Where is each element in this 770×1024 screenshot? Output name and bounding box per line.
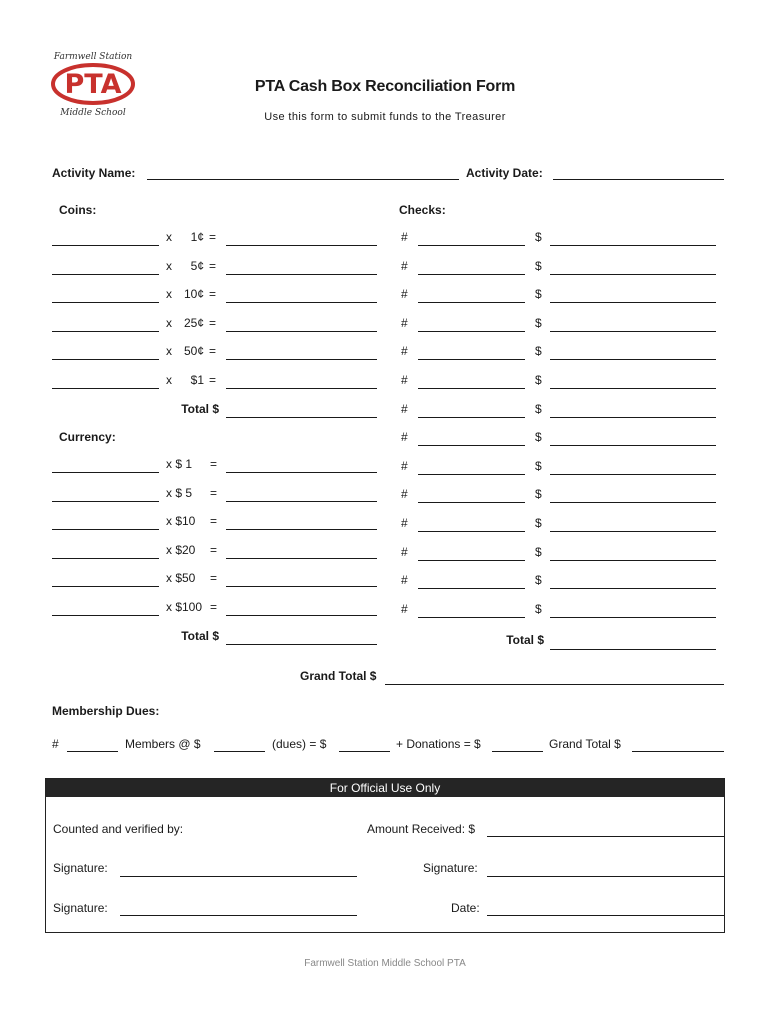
- membership-heading: Membership Dues:: [52, 704, 160, 718]
- activity-name-field[interactable]: [147, 179, 459, 180]
- check-number-field[interactable]: [418, 617, 525, 618]
- checks-total-field[interactable]: [550, 649, 716, 650]
- dues-amount-field[interactable]: [214, 751, 265, 752]
- check-amount-field[interactable]: [550, 331, 716, 332]
- check-amount-field[interactable]: [550, 388, 716, 389]
- check-dollar-sign: $: [535, 487, 542, 502]
- currency-total-label: Total $: [181, 629, 219, 643]
- currency-total-field[interactable]: [226, 644, 377, 645]
- amount-received-label: Amount Received: $: [367, 822, 476, 836]
- currency-count-field[interactable]: [52, 501, 159, 502]
- coin-amount-field[interactable]: [226, 245, 377, 246]
- members-label: Members @ $: [125, 737, 201, 751]
- coin-amount-field[interactable]: [226, 388, 377, 389]
- check-number-field[interactable]: [418, 274, 525, 275]
- coin-count-field[interactable]: [52, 388, 159, 389]
- check-amount-field[interactable]: [550, 531, 716, 532]
- signature-label-2: Signature:: [423, 861, 478, 875]
- currency-denomination: x $ 5: [166, 485, 193, 500]
- check-dollar-sign: $: [535, 258, 542, 273]
- official-date-field[interactable]: [487, 915, 724, 916]
- members-count-field[interactable]: [67, 751, 118, 752]
- check-number-field[interactable]: [418, 302, 525, 303]
- check-amount-field[interactable]: [550, 474, 716, 475]
- activity-name-label: Activity Name:: [52, 166, 136, 180]
- coin-multiply-sign: x: [166, 373, 172, 387]
- check-dollar-sign: $: [535, 287, 542, 302]
- coin-denomination: 25¢: [183, 315, 204, 330]
- check-dollar-sign: $: [535, 458, 542, 473]
- currency-denomination: x $10: [166, 514, 196, 529]
- check-number-hash: #: [401, 487, 408, 502]
- check-number-field[interactable]: [418, 417, 525, 418]
- counted-verified-label: Counted and verified by:: [53, 822, 184, 836]
- grand-total-label: Grand Total $: [300, 669, 377, 683]
- coin-equals-sign: =: [209, 230, 217, 244]
- check-number-field[interactable]: [418, 245, 525, 246]
- coin-count-field[interactable]: [52, 302, 159, 303]
- coins-total-field[interactable]: [226, 417, 377, 418]
- check-number-field[interactable]: [418, 474, 525, 475]
- check-number-hash: #: [401, 230, 408, 244]
- membership-grand-total-label: Grand Total $: [549, 737, 621, 751]
- currency-count-field[interactable]: [52, 472, 159, 473]
- currency-denomination: x $100: [166, 600, 203, 614]
- check-number-hash: #: [401, 544, 408, 559]
- check-amount-field[interactable]: [550, 245, 716, 246]
- coin-amount-field[interactable]: [226, 331, 377, 332]
- check-number-field[interactable]: [418, 560, 525, 561]
- coin-equals-sign: =: [209, 344, 217, 359]
- coin-multiply-sign: x: [166, 287, 172, 302]
- signature-field-1[interactable]: [120, 876, 357, 877]
- coin-denomination: 1¢: [190, 230, 204, 244]
- coin-amount-field[interactable]: [226, 359, 377, 360]
- coin-denomination: 5¢: [190, 258, 204, 273]
- signature-label-3: Signature:: [53, 901, 108, 915]
- checks-total-label: Total $: [506, 633, 544, 647]
- currency-equals-sign: =: [210, 600, 218, 614]
- currency-amount-field[interactable]: [226, 472, 377, 473]
- logo-bottom-text: Middle School: [60, 108, 126, 118]
- coin-equals-sign: =: [209, 315, 217, 330]
- coin-equals-sign: =: [209, 287, 217, 302]
- coin-denomination: $1: [190, 373, 204, 387]
- check-dollar-sign: $: [535, 601, 542, 616]
- check-amount-field[interactable]: [550, 417, 716, 418]
- currency-equals-sign: =: [210, 571, 218, 586]
- check-number-hash: #: [401, 373, 408, 387]
- membership-hash: #: [52, 737, 59, 751]
- check-dollar-sign: $: [535, 573, 542, 588]
- checks-heading: Checks:: [399, 203, 446, 217]
- coin-multiply-sign: x: [166, 230, 172, 244]
- check-number-field[interactable]: [418, 359, 525, 360]
- currency-count-field[interactable]: [52, 558, 159, 559]
- check-number-hash: #: [401, 601, 408, 616]
- check-amount-field[interactable]: [550, 359, 716, 360]
- signature-field-3[interactable]: [120, 915, 357, 916]
- coin-amount-field[interactable]: [226, 302, 377, 303]
- currency-equals-sign: =: [210, 457, 218, 471]
- currency-denomination: x $50: [166, 571, 196, 586]
- coin-multiply-sign: x: [166, 315, 172, 330]
- currency-amount-field[interactable]: [226, 615, 377, 616]
- coin-count-field[interactable]: [52, 331, 159, 332]
- currency-equals-sign: =: [210, 542, 218, 557]
- coin-multiply-sign: x: [166, 258, 172, 273]
- currency-count-field[interactable]: [52, 586, 159, 587]
- activity-date-label: Activity Date:: [466, 166, 543, 180]
- check-dollar-sign: $: [535, 544, 542, 559]
- check-amount-field[interactable]: [550, 274, 716, 275]
- check-number-field[interactable]: [418, 331, 525, 332]
- coin-equals-sign: =: [209, 373, 217, 387]
- check-number-hash: #: [401, 430, 408, 445]
- coins-total-label: Total $: [181, 402, 219, 416]
- check-amount-field[interactable]: [550, 560, 716, 561]
- currency-equals-sign: =: [210, 514, 218, 529]
- currency-amount-field[interactable]: [226, 586, 377, 587]
- check-amount-field[interactable]: [550, 302, 716, 303]
- currency-denomination: x $20: [166, 542, 196, 557]
- form-subtitle: Use this form to submit funds to the Treasurer: [264, 111, 506, 123]
- check-number-hash: #: [401, 344, 408, 359]
- check-number-hash: #: [401, 401, 408, 416]
- check-dollar-sign: $: [535, 401, 542, 416]
- currency-denomination: x $ 1: [166, 457, 193, 471]
- check-dollar-sign: $: [535, 344, 542, 359]
- check-number-hash: #: [401, 573, 408, 588]
- coin-denomination: 50¢: [183, 344, 204, 359]
- dues-label: (dues) = $: [272, 737, 327, 751]
- coins-heading: Coins:: [59, 203, 97, 217]
- logo-top-text: Farmwell Station: [53, 52, 133, 62]
- dues-total-field[interactable]: [339, 751, 390, 752]
- check-amount-field[interactable]: [550, 588, 716, 589]
- logo-main-text: PTA: [64, 69, 122, 100]
- check-dollar-sign: $: [535, 315, 542, 330]
- coin-amount-field[interactable]: [226, 274, 377, 275]
- official-use-header: For Official Use Only: [46, 779, 724, 797]
- check-number-field[interactable]: [418, 388, 525, 389]
- activity-date-field[interactable]: [553, 179, 724, 180]
- amount-received-field[interactable]: [487, 836, 724, 837]
- check-number-hash: #: [401, 458, 408, 473]
- footer-text: Farmwell Station Middle School PTA: [304, 958, 466, 969]
- check-dollar-sign: $: [535, 516, 542, 530]
- check-amount-field[interactable]: [550, 445, 716, 446]
- currency-amount-field[interactable]: [226, 529, 377, 530]
- membership-grand-total-field[interactable]: [632, 751, 724, 752]
- check-number-hash: #: [401, 287, 408, 302]
- coin-multiply-sign: x: [166, 344, 172, 359]
- check-number-field[interactable]: [418, 588, 525, 589]
- check-number-hash: #: [401, 258, 408, 273]
- signature-field-2[interactable]: [487, 876, 724, 877]
- coin-count-field[interactable]: [52, 274, 159, 275]
- check-dollar-sign: $: [535, 373, 542, 387]
- check-number-hash: #: [401, 315, 408, 330]
- donations-label: + Donations = $: [396, 737, 481, 751]
- check-amount-field[interactable]: [550, 617, 716, 618]
- check-amount-field[interactable]: [550, 502, 716, 503]
- coin-denomination: 10¢: [183, 287, 204, 302]
- donations-field[interactable]: [492, 751, 543, 752]
- official-use-box: [45, 778, 725, 933]
- check-number-field[interactable]: [418, 502, 525, 503]
- check-dollar-sign: $: [535, 430, 542, 445]
- currency-amount-field[interactable]: [226, 558, 377, 559]
- check-dollar-sign: $: [535, 230, 542, 244]
- coin-count-field[interactable]: [52, 245, 159, 246]
- currency-heading: Currency:: [59, 430, 116, 444]
- currency-count-field[interactable]: [52, 615, 159, 616]
- check-number-field[interactable]: [418, 445, 525, 446]
- grand-total-field[interactable]: [385, 684, 724, 685]
- check-number-hash: #: [401, 516, 408, 530]
- coin-count-field[interactable]: [52, 359, 159, 360]
- currency-equals-sign: =: [210, 485, 218, 500]
- check-number-field[interactable]: [418, 531, 525, 532]
- form-title: PTA Cash Box Reconciliation Form: [254, 78, 516, 95]
- currency-count-field[interactable]: [52, 529, 159, 530]
- signature-label-1: Signature:: [53, 861, 108, 875]
- coin-equals-sign: =: [209, 258, 217, 273]
- official-date-label: Date:: [451, 901, 480, 915]
- currency-amount-field[interactable]: [226, 501, 377, 502]
